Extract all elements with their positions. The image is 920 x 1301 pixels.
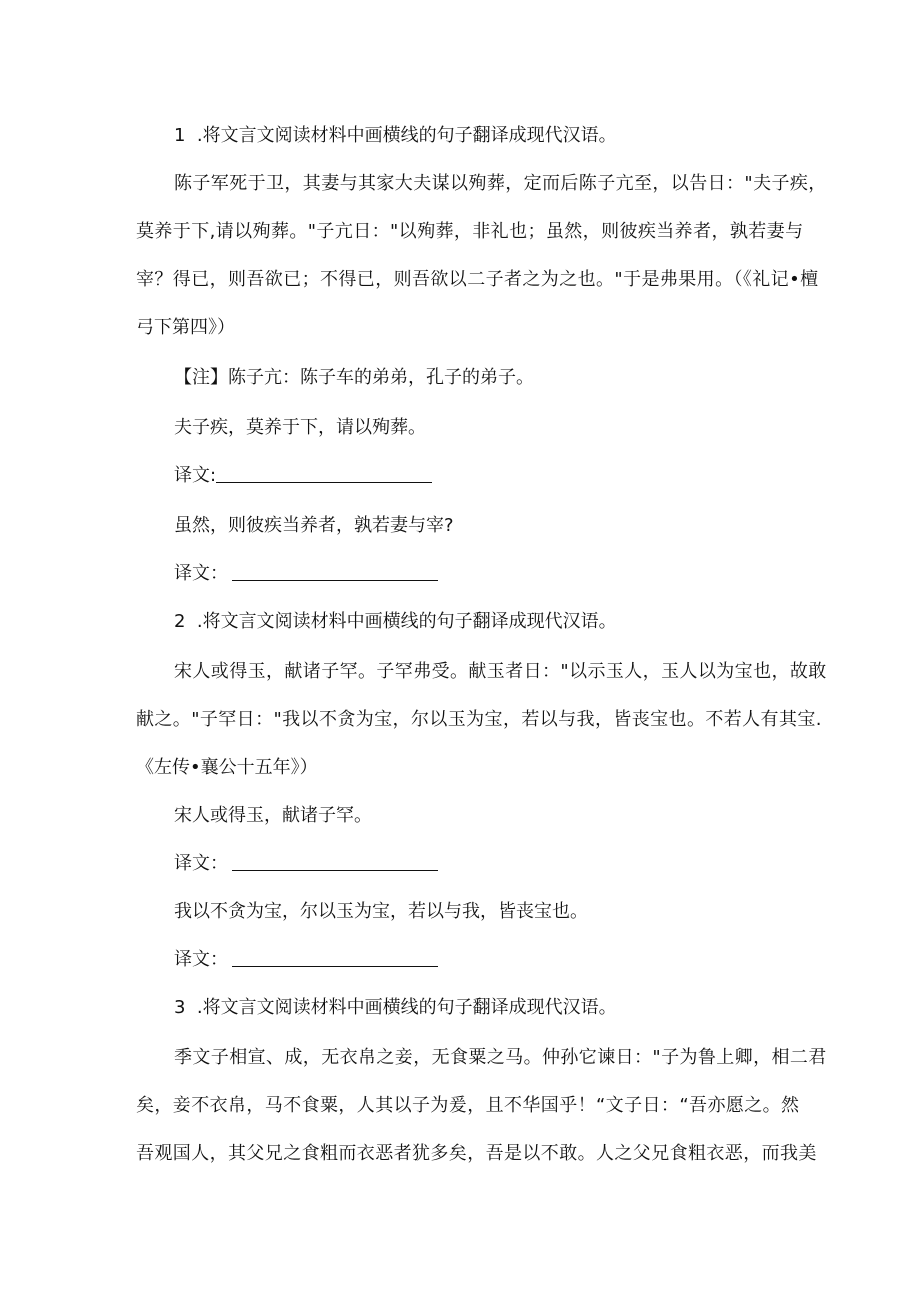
question-2-passage-line: 《左传•襄公十五年》）	[136, 757, 318, 778]
question-3-title: 3 .将文言文阅读材料中画横线的句子翻译成现代汉语。	[174, 997, 617, 1018]
question-3-passage-line: 季文子相宣、成，无衣帛之妾，无食粟之马。仲孙它谏日："子为鲁上卿，相二君	[174, 1047, 827, 1068]
question-2-passage-line: 献之。"子罕日："我以不贪为宝，尔以玉为宝，若以与我，皆丧宝也。不若人有其宝.	[136, 709, 822, 730]
translation-answer-blank[interactable]	[232, 562, 438, 581]
question-3-passage-line: 吾观国人，其父兄之食粗而衣恶者犹多矣，吾是以不敢。人之父兄食粗衣恶，而我美	[136, 1143, 817, 1164]
question-1-sentence-1: 夫子疾，莫养于下，请以殉葬。	[174, 417, 426, 438]
question-2-translation-1	[174, 852, 438, 876]
question-2-passage-line: 宋人或得玉，献诸子罕。子罕弗受。献玉者日："以示玉人，玉人以为宝也，故敢	[174, 661, 827, 682]
question-2-sentence-1: 宋人或得玉，献诸子罕。	[174, 805, 372, 826]
question-1-passage-line: 宰？得已，则吾欲已；不得已，则吾欲以二子者之为之也。"于是弗果用。（《礼记•檀	[136, 269, 819, 290]
question-3-passage-line: 矣，妾不衣帛，马不食粟，人其以子为爰，且不华国乎！“文子日：“吾亦愿之。然	[136, 1095, 800, 1116]
question-1-passage-line: 莫养于下,请以殉葬。"子亢日："以殉葬，非礼也；虽然，则彼疾当养者，孰若妻与	[136, 221, 804, 242]
translation-answer-blank[interactable]	[232, 852, 438, 871]
question-1-translation-2	[174, 562, 438, 586]
question-2-sentence-2: 我以不贪为宝，尔以玉为宝，若以与我，皆丧宝也。	[174, 901, 588, 922]
question-1-passage-line: 陈子军死于卫，其妻与其家大夫谋以殉葬，定而后陈子亢至，以告日："夫子疾，	[174, 173, 827, 194]
question-1-passage-line: 弓下第四》）	[136, 317, 235, 338]
translation-label: 译文：	[174, 563, 228, 584]
translation-label: 译文：	[174, 949, 228, 970]
translation-label: 译文：	[174, 853, 228, 874]
translation-answer-blank[interactable]	[232, 948, 438, 967]
translation-answer-blank[interactable]	[216, 464, 432, 483]
question-2-translation-2	[174, 948, 438, 972]
question-1-sentence-2: 虽然，则彼疾当养者，孰若妻与宰?	[174, 515, 454, 536]
question-1-translation-1	[174, 464, 432, 488]
question-2-title: 2 .将文言文阅读材料中画横线的句子翻译成现代汉语。	[174, 611, 617, 632]
translation-label: 译文:	[174, 465, 217, 486]
question-1-title: 1 .将文言文阅读材料中画横线的句子翻译成现代汉语。	[174, 125, 617, 146]
question-1-note: 【注】陈子亢：陈子车的弟弟，孔子的弟子。	[174, 367, 534, 388]
